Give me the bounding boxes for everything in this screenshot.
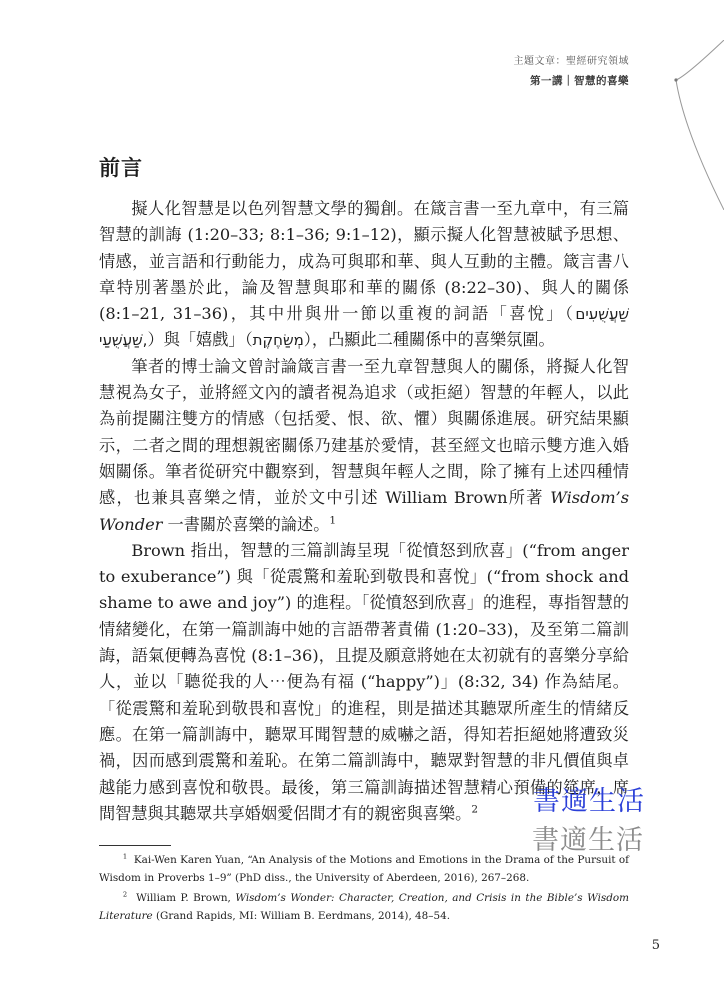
footnote-number: 2	[122, 890, 128, 899]
paragraph-1: 擬人化智慧是以色列智慧文學的獨創。在箴言書一至九章中，有三篇智慧的訓誨 (1:20–33; 8:1–36; 9:1–12)，顯示擬人化智慧被賦予思想、情感，並言語和行動能力，成為可與耶和華、與人互動的主體。箴言書八章特別著墨於此，論及智慧與耶和華的關係 (8:22–30)、與人的關係 (8:1–21, 31–36)，其中卅與卅一節以重複的詞語「喜悅」（שַׁעֲשֻׁעִים ,שַׁעֲשֻׁעַי）與「嬉戲」（מְשַׂחֶקֶת），凸顯此二種關係中的喜樂氛圍。	[99, 199, 629, 350]
footnote-ref: 1	[329, 514, 337, 527]
paragraph-3: Brown 指出，智慧的三篇訓誨呈現「從憤怒到欣喜」(“from anger to exuberance”) 與「從震驚和羞恥到敬畏和喜悅」(“from shock and shame to awe and joy”) 的進程。「從憤怒到欣喜」的進程，專指智慧的情緒變化，在第一篇訓誨中她的言語帶著責備 (1:20–33)，及至第二篇訓誨，語氣便轉為喜悅 (8:1–36)，且提及願意將她在太初就有的喜樂分享給人，並以「聽從我的人⋯便為有福 (“happy”)」(8:32, 34) 作為結尾。「從震驚和羞恥到敬畏和喜悅」的進程，則是描述其聽眾所產生的情緒反應。在第一篇訓誨中，聽眾耳聞智慧的威嚇之語，得知若拒絕她將遭致災禍，因而感到震驚和羞恥。在第二篇訓誨中，聽眾對智慧的非凡價值與卓越能力感到喜悅和敬畏。最後，第三篇訓誨描述智慧精心預備的筵席，席間智慧與其聽眾共享婚姻愛侶間才有的親密與喜樂。$^2$	[99, 540, 630, 823]
hebrew-term: מְשַׂחֶקֶת	[252, 331, 304, 350]
footnote-number: 1	[122, 852, 128, 861]
quoted-term: 從震驚和羞恥到敬畏和喜悅	[269, 567, 470, 587]
footnote-2: $^2$ William P. Brown, Wisdom’s Wonder: Character, Creation, and Crisis in the Bible’s Wisdom Literature (Grand Rapids, MI: William B. Eerdmans, 2014), 48–54.	[99, 890, 629, 922]
quoted-term: 從震驚和羞恥到敬畏和喜悅	[115, 698, 315, 718]
page-number: 5	[651, 938, 660, 953]
quoted-term: 嬉戲	[196, 330, 229, 350]
footnote-divider	[99, 845, 171, 846]
watermark-blue: 書適生活	[533, 786, 645, 817]
decorative-arc	[624, 40, 724, 210]
book-title: Wisdom’s Wonder	[99, 488, 629, 534]
quoted-term: 聽從我的人⋯便為有福	[184, 672, 355, 692]
header-section-title: 主題文章：聖經研究領域	[513, 56, 629, 67]
quoted-term: 喜悅	[509, 304, 547, 324]
footnote-ref: 2	[471, 803, 479, 816]
footnotes	[99, 852, 629, 928]
paragraph-2: 筆者的博士論文曾討論箴言書一至九章智慧與人的關係，將擬人化智慧視為女子，並將經文內的讀者視為追求（或拒絕）智慧的年輕人，以此為前提關注雙方的情感（包括愛、恨、欲、懼）與關係進展。研究結果顯示，二者之間的理想親密關係乃建基於愛情，甚至經文也暗示雙方進入婚姻關係。筆者從研究中觀察到，智慧與年輕人之間，除了擁有上述四種情感，也兼具喜樂之情，並於文中引述 William Brown所著 Wisdom’s Wonder 一書關於喜樂的論述。$^1$	[99, 356, 629, 534]
body-text	[99, 196, 629, 827]
quoted-term: 從憤怒到欣喜	[369, 593, 467, 613]
footnote-1: $^1$ Kai-Wen Karen Yuan, “An Analysis of the Motions and Emotions in the Drama of the Pursuit of Wisdom in Proverbs 1–9” (PhD diss., the University of Aberdeen, 2016), 267–268.	[99, 852, 630, 884]
quoted-term: 從憤怒到欣喜	[406, 540, 506, 560]
running-header	[514, 52, 630, 88]
watermark-gray: 書適生活	[532, 825, 644, 856]
section-title: 前言	[99, 155, 143, 180]
hebrew-term: שַׁעֲשֻׁעִים ,שַׁעֲשֻׁעַי	[99, 305, 629, 350]
book-title: Wisdom’s Wonder: Character, Creation, and Crisis in the Bible’s Wisdom Literature	[99, 892, 629, 922]
header-lecture-title: 第一講｜智慧的喜樂	[530, 75, 629, 87]
